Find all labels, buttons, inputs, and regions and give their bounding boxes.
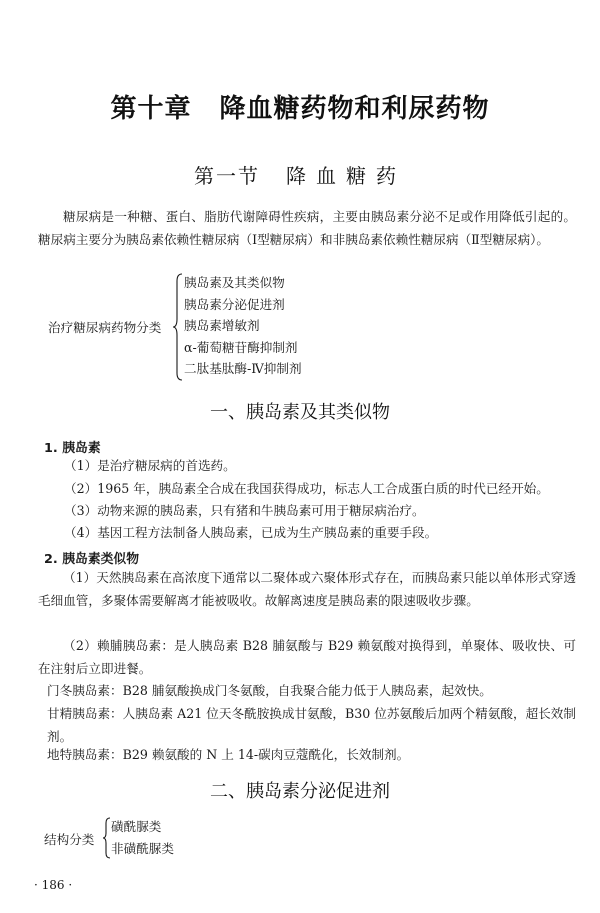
classification-item: 二肽基肽酶-Ⅳ抑制剂 <box>184 361 302 376</box>
analog-detemir: 地特胰岛素：B29 赖氨酸的 N 上 14-碳肉豆蔻酰化，长效制剂。 <box>47 747 410 762</box>
classification-item: 胰岛素分泌促进剂 <box>184 296 285 312</box>
classification-item: 胰岛素及其类似物 <box>184 275 285 290</box>
insulin-point: （1）是治疗糖尿病的首选药。 <box>64 458 236 473</box>
subheading-insulin: 1. 胰岛素 <box>44 441 101 456</box>
classification-label: 治疗糖尿病药物分类 <box>48 320 162 335</box>
structure-list <box>111 816 174 859</box>
section-name: 降血糖药 <box>286 164 406 188</box>
classification-brace <box>172 273 184 381</box>
analog-lispro: （2）赖脯胰岛素：是人胰岛素 B28 脯氨酸与 B29 赖氨酸对换得到，单聚体、吸收快、可在注射后立即进餐。 <box>38 638 576 676</box>
structure-item: 非磺酰脲类 <box>111 840 174 856</box>
chapter-name: 降血糖药物和利尿药物 <box>219 94 490 124</box>
analog-glargine: 甘精胰岛素：人胰岛素 A21 位天冬酰胺换成甘氨酸，B30 位苏氨酸后加两个精氨酸，超长效制剂。 <box>47 706 576 744</box>
page-number: · 186 · <box>34 878 73 892</box>
structure-item: 磺酰脲类 <box>111 819 162 834</box>
section-title <box>0 160 600 189</box>
insulin-point: （3）动物来源的胰岛素，只有猪和牛胰岛素可用于糖尿病治疗。 <box>64 503 425 518</box>
analog-paragraph: （1）天然胰岛素在高浓度下通常以二聚体或六聚体形式存在，而胰岛素只能以单体形式穿透毛细血管，多聚体需要解离才能被吸收。故解离速度是胰岛素的限速吸收步骤。 <box>38 570 576 608</box>
intro-paragraph: 糖尿病是一种糖、蛋白、脂肪代谢障碍性疾病，主要由胰岛素分泌不足或作用降低引起的。糖尿病主要分为胰岛素依赖性糖尿病（Ⅰ型糖尿病）和非胰岛素依赖性糖尿病（Ⅱ型糖尿病）。 <box>38 209 576 247</box>
classification-list <box>184 272 302 380</box>
insulin-point: （2）1965 年，胰岛素全合成在我国获得成功，标志人工合成蛋白质的时代已经开始。 <box>64 481 549 496</box>
chapter-number: 第十章 <box>110 94 192 124</box>
heading-insulin-analogs: 一、胰岛素及其类似物 <box>210 402 390 423</box>
section-number: 第一节 <box>194 164 260 188</box>
classification-item: α-葡萄糖苷酶抑制剂 <box>184 339 298 355</box>
chapter-title <box>0 88 600 125</box>
subheading-insulin-analogs: 2. 胰岛素类似物 <box>44 552 140 567</box>
heading-secretagogues: 二、胰岛素分泌促进剂 <box>210 781 390 802</box>
classification-item: 胰岛素增敏剂 <box>184 318 260 333</box>
insulin-point: （4）基因工程方法制备人胰岛素，已成为生产胰岛素的重要手段。 <box>64 525 438 540</box>
structure-label: 结构分类 <box>44 832 95 847</box>
analog-aspart: 门冬胰岛素：B28 脯氨酸换成门冬氨酸，自我聚合能力低于人胰岛素，起效快。 <box>47 683 492 698</box>
